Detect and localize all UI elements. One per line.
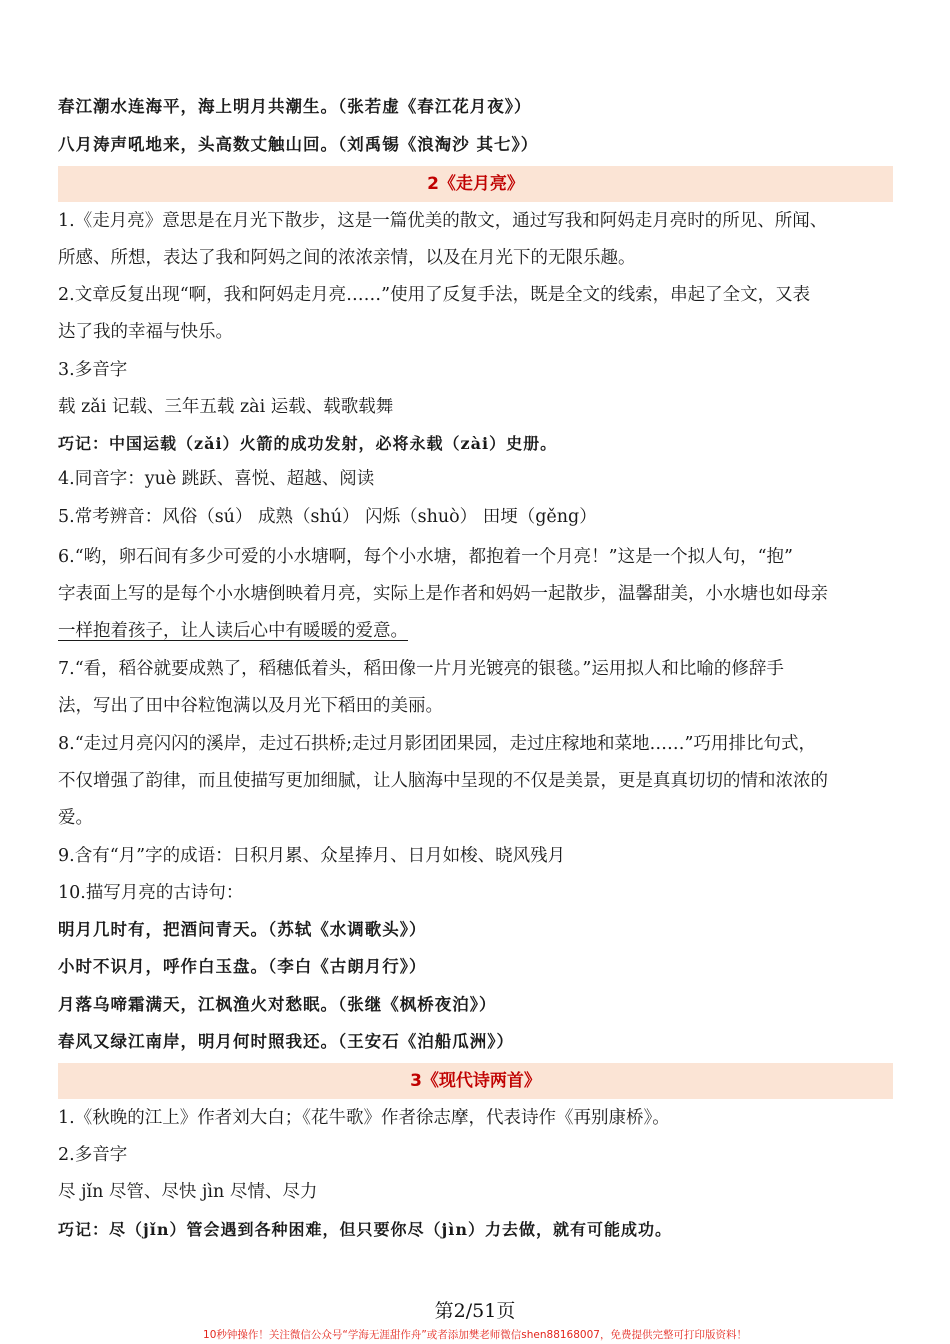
paragraph-line: 3.多音字 [58, 360, 128, 380]
paragraph-line: 7.“看，稻谷就要成熟了，稻穗低着头，稻田像一片月光镀亮的银毯。”运用拟人和比喻的修辞手 [58, 659, 784, 679]
paragraph-line: 10.描写月亮的古诗句： [58, 883, 244, 903]
paragraph-line: 2.多音字 [58, 1145, 128, 1165]
paragraph-line: 8.“走过月亮闪闪的溪岸，走过石拱桥;走过月影团团果园，走过庄稼地和菜地……”巧用排比句式， [58, 734, 816, 754]
poem-line: 小时不识月，呼作白玉盘。（李白《古朗月行》） [58, 957, 427, 976]
poem-line: 春风又绿江南岸，明月何时照我还。（王安石《泊船瓜洲》） [58, 1032, 514, 1051]
promo-banner: 10秒钟操作！关注微信公众号“学海无涯甜作舟”或者添加樊老师微信shen88168007，免费提供完整可打印版资料！ [203, 1329, 747, 1341]
memory-tip: 巧记：中国运载（zǎi）火箭的成功发射，必将永载（zài）史册。 [58, 434, 558, 453]
paragraph-line: 字表面上写的是每个小水塘倒映着月亮，实际上是作者和妈妈一起散步，温馨甜美，小水塘也如母亲 [58, 584, 828, 604]
paragraph-line: 1.《走月亮》意思是在月光下散步，这是一篇优美的散文，通过写我和阿妈走月亮时的所见、所闻、 [58, 211, 828, 231]
paragraph-line: 5.常考辨音：风俗（sú） 成熟（shú） 闪烁（shuò） 田埂（gěng） [58, 507, 597, 527]
paragraph-line: 4.同音字：yuè 跳跃、喜悦、超越、阅读 [58, 469, 375, 489]
page-number: 第2/51页 [434, 1300, 516, 1322]
paragraph-line: 不仅增强了韵律，而且使描写更加细腻，让人脑海中呈现的不仅是美景，更是真真切切的情和浓浓的 [58, 771, 828, 791]
paragraph-line: 9.含有“月”字的成语：日积月累、众星捧月、日月如梭、晓风残月 [58, 846, 566, 866]
paragraph-line: 爱。 [58, 808, 93, 828]
section-header: 3《现代诗两首》 [58, 1063, 893, 1099]
paragraph-line: 达了我的幸福与快乐。 [58, 322, 233, 342]
paragraph-line: 尽 jǐn 尽管、尽快 jìn 尽情、尽力 [58, 1182, 318, 1202]
paragraph-line: 法，写出了田中谷粒饱满以及月光下稻田的美丽。 [58, 696, 443, 716]
paragraph-line: 载 zǎi 记载、三年五载 zài 运载、载歌载舞 [58, 397, 394, 417]
paragraph-line: 2.文章反复出现“啊，我和阿妈走月亮……”使用了反复手法，既是全文的线索，串起了全文，又表 [58, 285, 811, 305]
poem-line: 明月几时有，把酒问青天。（苏轼《水调歌头》） [58, 920, 427, 939]
section-header: 2《走月亮》 [58, 166, 893, 202]
paragraph-line: 所感、所想，表达了我和阿妈之间的浓浓亲情，以及在月光下的无限乐趣。 [58, 248, 636, 268]
paragraph-line: 一样抱着孩子，让人读后心中有暖暖的爱意。 [58, 621, 408, 641]
paragraph-line: 6.“哟，卵石间有多少可爱的小水塘啊，每个小水塘，都抱着一个月亮！”这是一个拟人句，“抱” [58, 547, 793, 567]
poem-line: 月落乌啼霜满天，江枫渔火对愁眠。（张继《枫桥夜泊》） [58, 995, 497, 1014]
poem-line: 春江潮水连海平，海上明月共潮生。（张若虚《春江花月夜》） [58, 97, 532, 116]
memory-tip: 巧记：尽（jǐn）管会遇到各种困难，但只要你尽（jìn）力去做，就有可能成功。 [58, 1220, 673, 1239]
poem-line: 八月涛声吼地来，头高数丈触山回。（刘禹锡《浪淘沙 其七》） [58, 135, 539, 154]
paragraph-line: 1.《秋晚的江上》作者刘大白；《花牛歌》作者徐志摩，代表诗作《再别康桥》。 [58, 1108, 670, 1128]
